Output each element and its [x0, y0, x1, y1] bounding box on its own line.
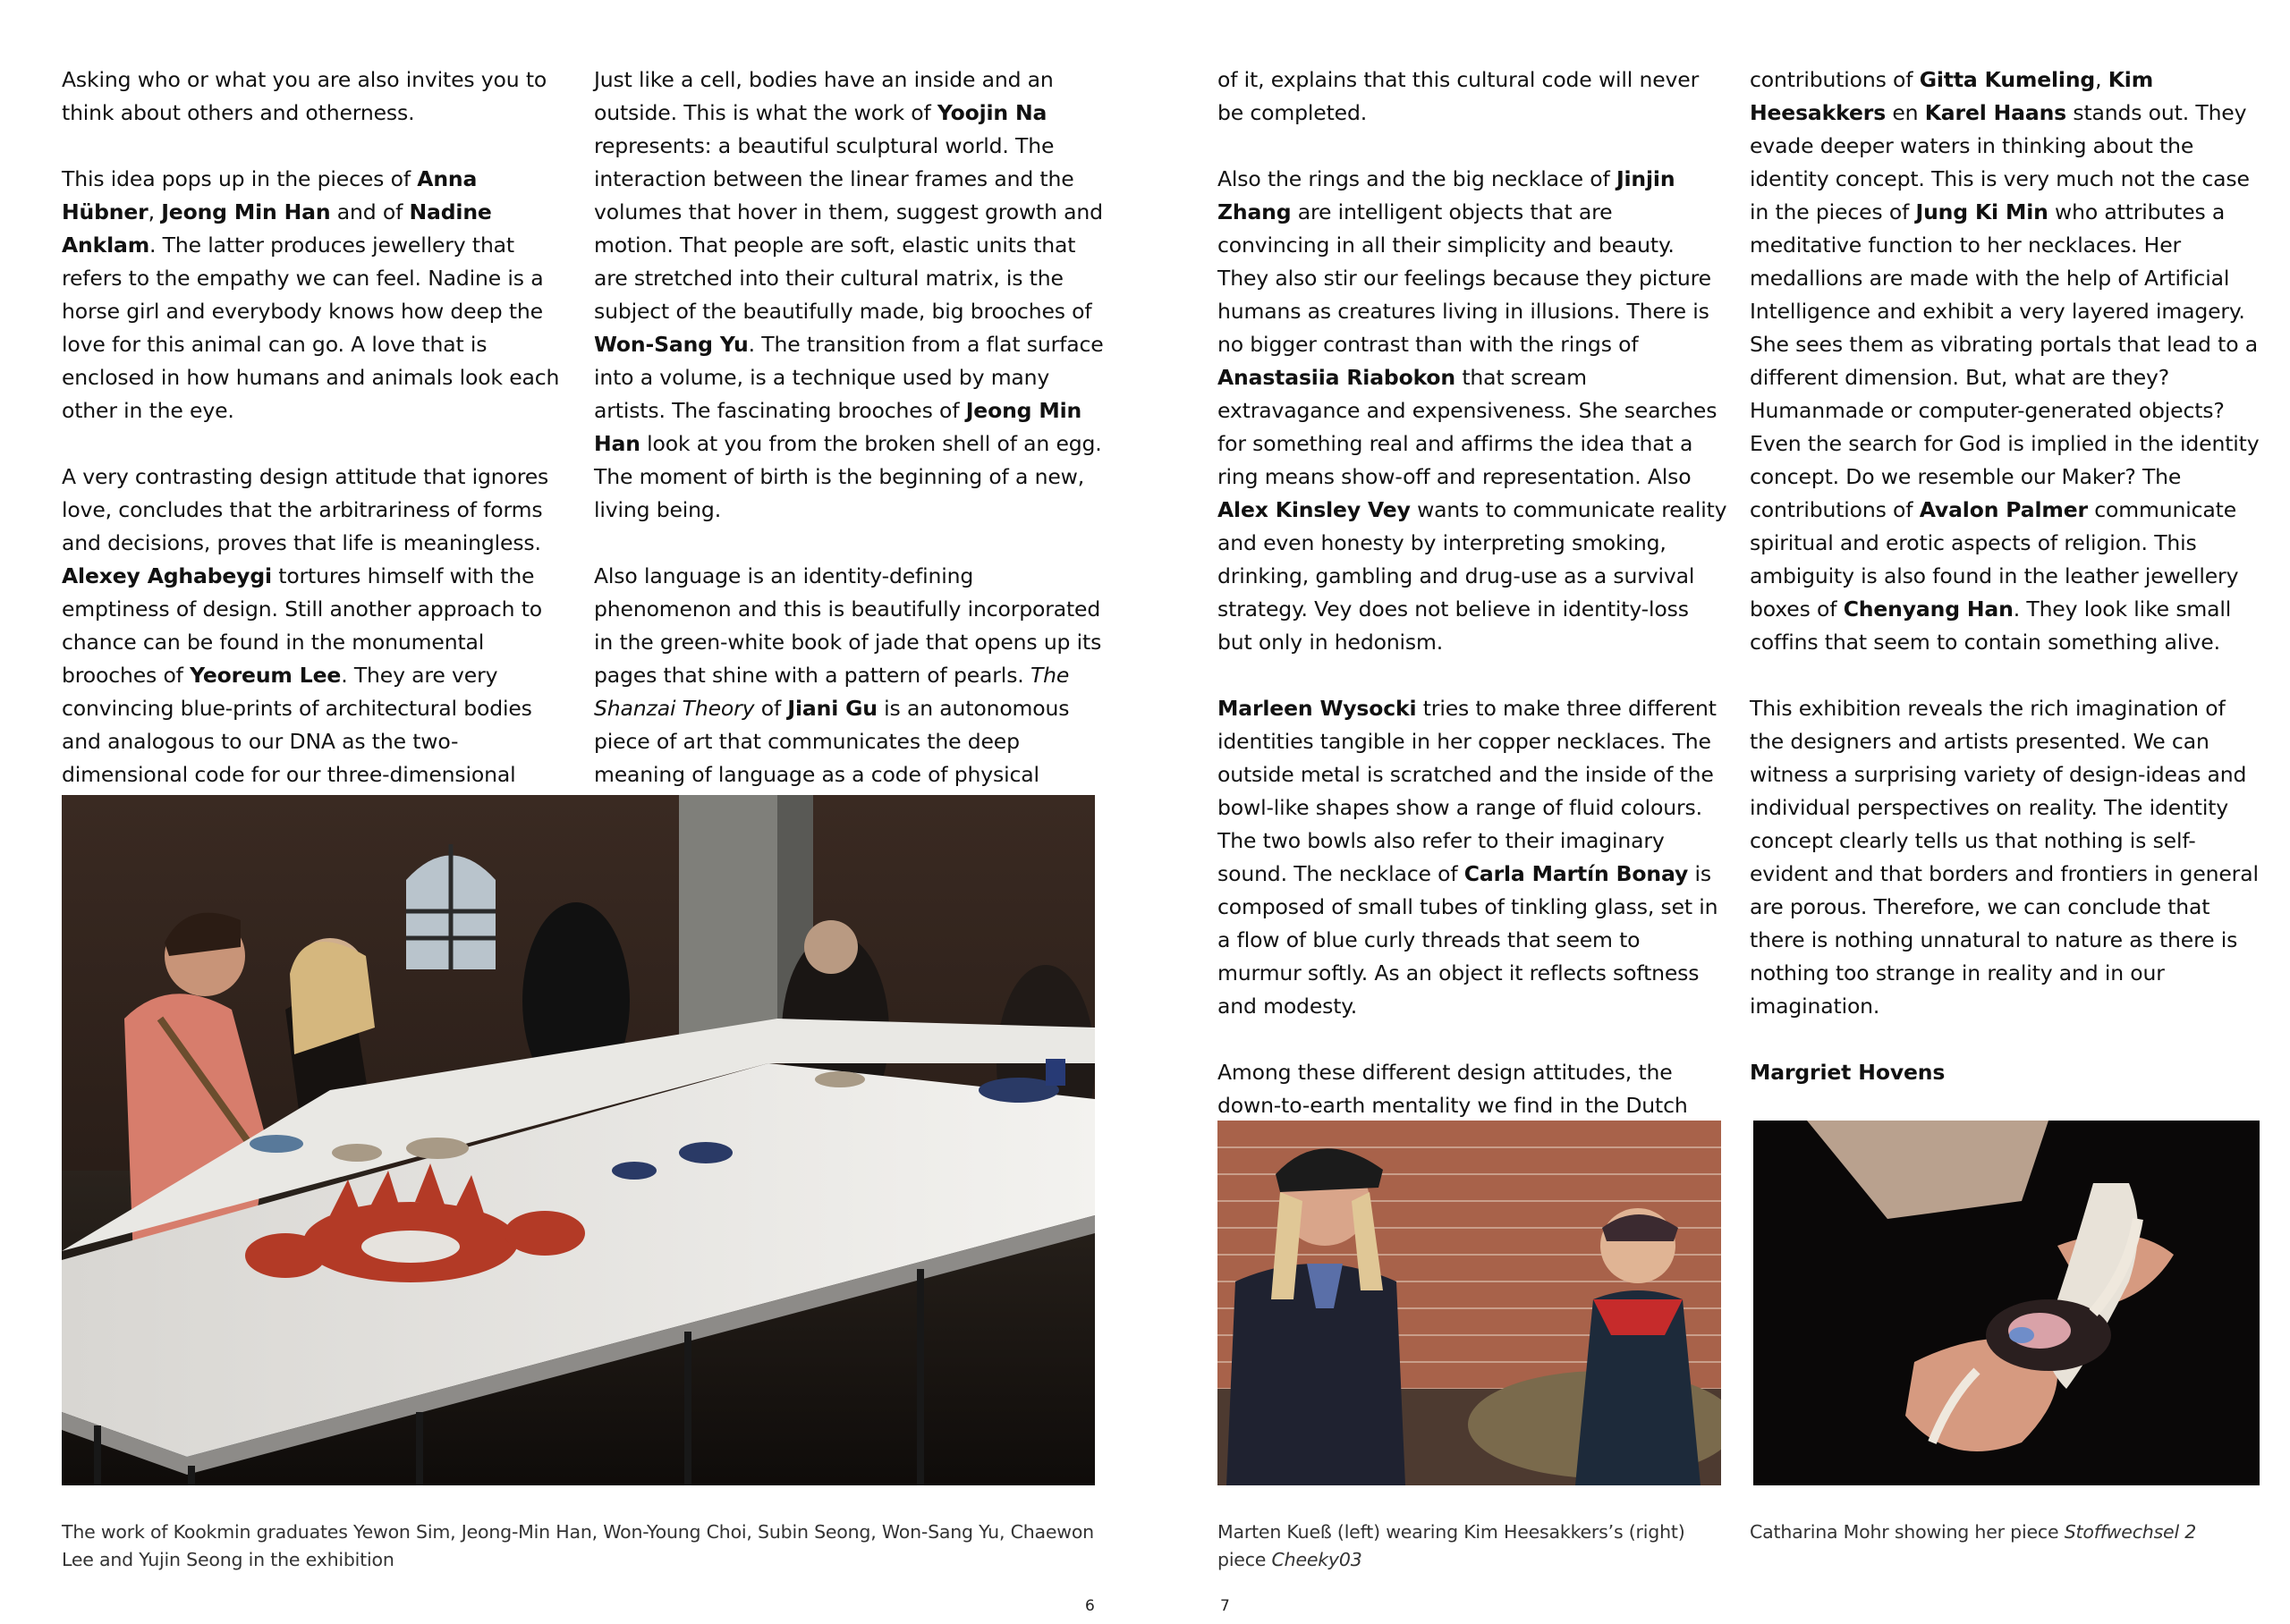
artist-name: Alexey Aghabeygi: [62, 563, 272, 588]
photo-caption: Catharina Mohr showing her piece Stoffwechsel 2: [1750, 1521, 2197, 1543]
artist-name: Marleen Wysocki: [1217, 696, 1417, 721]
paragraph: Asking who or what you are also invites you to think about others and otherness.: [62, 67, 547, 125]
marten-photo: [1217, 1121, 1721, 1485]
artist-name: Alex Kinsley Vey: [1217, 497, 1411, 522]
text-column-4: [1750, 63, 2260, 1089]
exhibition-photo: [62, 795, 1095, 1485]
artist-name: Jiani Gu: [787, 696, 878, 721]
paragraph: Also language is an identity-defining phenomenon and this is beautifully incorporated in the green-white book of jade that opens up its pages that shine with a pattern of pearls. The Shanzai Theory of Jiani Gu is an autonomous piece of art that communicates the deep meaning of language as a code of physical: [594, 563, 1102, 787]
artist-name: Chenyang Han: [1843, 596, 2014, 622]
page-number: 6: [1085, 1597, 1095, 1615]
artist-name: Jinjin Zhang: [1217, 166, 1675, 224]
text-column-2: [594, 63, 1104, 825]
artist-name: Nadine Anklam: [62, 199, 492, 258]
artist-name: Jung Ki Min: [1915, 199, 2048, 224]
marten-photo-image: [1217, 1121, 1721, 1485]
catharina-photo-image: [1753, 1121, 2260, 1485]
artist-name: Kim Heesakkers: [1750, 67, 2154, 125]
artist-name: Won-Sang Yu: [594, 332, 749, 357]
artist-name: Anna Hübner: [62, 166, 478, 224]
paragraph: Just like a cell, bodies have an inside and an outside. This is what the work of Yoojin Na represents: a beautiful sculptural world. The interaction between the linear frames and the volumes that hover in them, suggest growth and motion. That people are soft, elastic units that are stretched into their cultural matrix, is the subject of the beautifully made, big brooches of Won-Sang Yu. The transition from a flat surface into a volume, is a technique used by many artists. The fascinating brooches of Jeong Min Han look at you from the broken shell of an egg. The moment of birth is the beginning of a new, living being.: [594, 67, 1104, 522]
paragraph: This idea pops up in the pieces of Anna Hübner, Jeong Min Han and of Nadine Anklam. The latter produces jewellery that refers to the empathy we can feel. Nadine is a horse girl and everybody knows how deep the love for this animal can go. A love that is enclosed in how humans and animals look each other in the eye.: [62, 166, 560, 423]
artist-name: Yoojin Na: [937, 100, 1047, 125]
paragraph: A very contrasting design attitude that ignores love, concludes that the arbitrariness of forms and decisions, proves that life is meaningless. Alexey Aghabeygi tortures himself with the emptiness of design. Still another approach to chance can be found in the monumental brooches of Yeoreum Lee. They are very convincing blue-prints of architectural bodies and analogous to our DNA as the two-dimensional code for our three-dimensional: [62, 464, 549, 787]
text-column-3: [1217, 63, 1727, 1122]
author-signature: Margriet Hovens: [1750, 1060, 1946, 1085]
photo-caption: The work of Kookmin graduates Yewon Sim, Jeong-Min Han, Won-Young Choi, Subin Seong, Won-Sang Yu, Chaewon Lee and Yujin Seong in the exhibition: [62, 1521, 1094, 1570]
paragraph: contributions of Gitta Kumeling, Kim Heesakkers en Karel Haans stands out. They evade deeper waters in thinking about the identity concept. This is very much not the case in the pieces of Jung Ki Min who attributes a meditative function to her necklaces. Her medallions are made with the help of Artificial Intelligence and exhibit a very layered imagery. She sees them as vibrating portals that lead to a different dimension. But, what are they? Humanmade or computer-generated objects? Even the search for God is implied in the identity concept. Do we resemble our Maker? The contributions of Avalon Palmer communicate spiritual and erotic aspects of religion. This ambiguity is also found in the leather jewellery boxes of Chenyang Han. They look like small coffins that seem to contain something alive.: [1750, 67, 2260, 655]
paragraph: This exhibition reveals the rich imagination of the designers and artists presented. We can witness a surprising variety of design-ideas and individual perspectives on reality. The identity concept clearly tells us that nothing is self-evident and that borders and frontiers in general are porous. Therefore, we can conclude that there is nothing unnatural to nature as there is nothing too strange in reality and in our imagination.: [1750, 696, 2259, 1019]
work-title: Cheeky03: [1271, 1549, 1362, 1570]
page-number: 7: [1220, 1597, 1230, 1615]
paragraph: Also the rings and the big necklace of Jinjin Zhang are intelligent objects that are convincing in all their simplicity and beauty. They also stir our feelings because they picture humans as creatures living in illusions. There is no bigger contrast than with the rings of Anastasiia Riabokon that scream extravagance and expensiveness. She searches for something real and affirms the idea that a ring means show-off and representation. Also Alex Kinsley Vey wants to communicate reality and even honesty by interpreting smoking, drinking, gambling and drug-use as a survival strategy. Vey does not believe in identity-loss but only in hedonism.: [1217, 166, 1727, 655]
artist-name: Jeong Min Han: [594, 398, 1082, 456]
paragraph: of it, explains that this cultural code will never be completed.: [1217, 67, 1700, 125]
artist-name: Yeoreum Lee: [190, 663, 342, 688]
artist-name: Karel Haans: [1924, 100, 2067, 125]
artist-name: Jeong Min Han: [161, 199, 331, 224]
paragraph: Marleen Wysocki tries to make three different identities tangible in her copper necklaces. The outside metal is scratched and the inside of the bowl-like shapes show a range of fluid colours. The two bowls also refer to their imaginary sound. The necklace of Carla Martín Bonay is composed of small tubes of tinkling glass, set in a flow of blue curly threads that seem to murmur softly. As an object it reflects softness and modesty.: [1217, 696, 1718, 1019]
artist-name: Avalon Palmer: [1919, 497, 2088, 522]
photo-caption: Marten Kueß (left) wearing Kim Heesakkers’s (right) piece Cheeky03: [1217, 1521, 1685, 1570]
catharina-photo: [1753, 1121, 2260, 1485]
work-title: Stoffwechsel 2: [2064, 1521, 2197, 1543]
artist-name: Gitta Kumeling: [1919, 67, 2096, 92]
artist-name: Carla Martín Bonay: [1463, 861, 1689, 886]
text-column-1: [62, 63, 563, 825]
exhibition-photo-image: [62, 795, 1095, 1485]
work-title: The Shanzai Theory: [594, 663, 1070, 721]
paragraph: Among these different design attitudes, the down-to-earth mentality we find in the Dutch: [1217, 1060, 1688, 1118]
artist-name: Anastasiia Riabokon: [1217, 365, 1455, 390]
